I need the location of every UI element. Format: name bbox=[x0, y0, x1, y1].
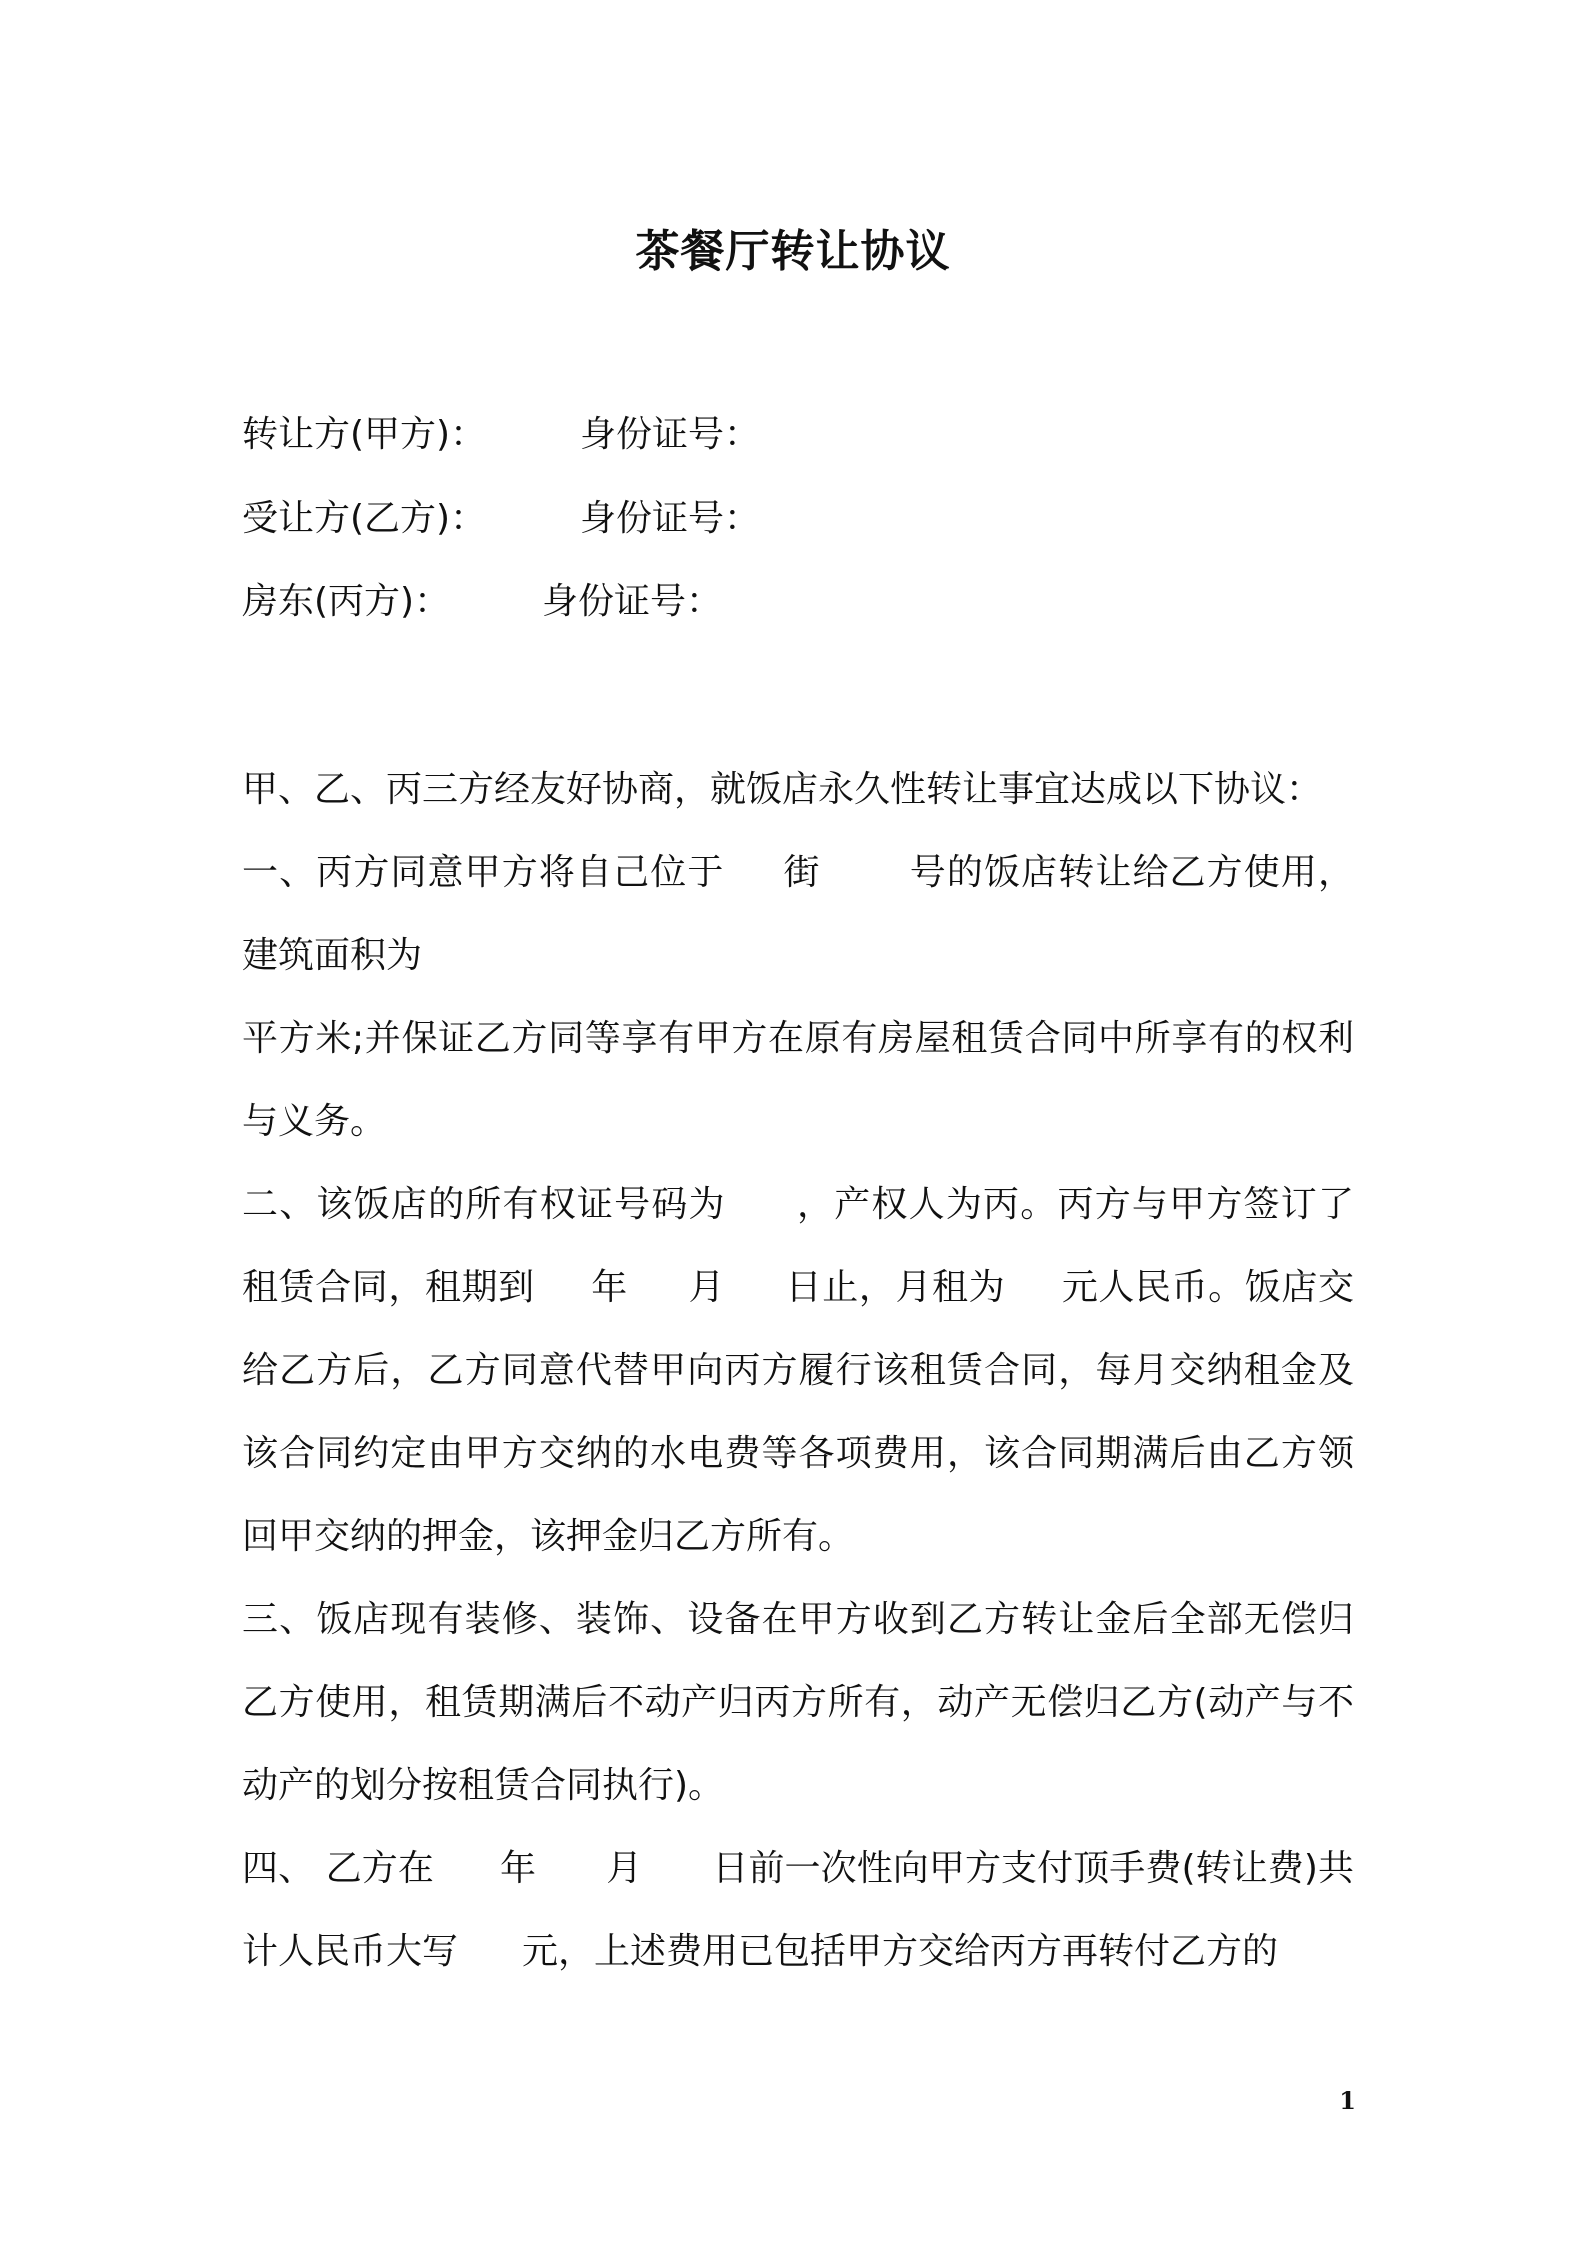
clause-1-text-d: 平方米;并保证乙方同等享有甲方在原有房屋租赁合同中所享有的权利与义务。 bbox=[242, 1018, 1354, 1142]
clause-2-text-d: 月 bbox=[687, 1267, 726, 1308]
party-landlord bbox=[242, 577, 723, 627]
party-role-label: 受让方(乙方)： bbox=[242, 498, 487, 539]
page-number: 1 bbox=[1339, 2086, 1356, 2115]
clause-1-text-a: 一、丙方同意甲方将自己位于 bbox=[242, 852, 725, 893]
clause-2-text-e: 日止，月租为 bbox=[785, 1267, 1006, 1308]
document-title: 茶餐厅转让协议 bbox=[635, 226, 951, 277]
clause-4 bbox=[242, 1827, 1354, 1993]
clause-2-text-f: 元人民币。饭店交给乙方后，乙方同意代替甲向丙方履行该租赁合同，每月交纳租金及该合同约定由甲方交纳的水电费等各项费用，该合同期满后由乙方领回甲交纳的押金，该押金归乙方所有。 bbox=[242, 1267, 1354, 1557]
party-transferee bbox=[242, 494, 761, 544]
clause-1 bbox=[242, 831, 1354, 1163]
clause-3: 三、饭店现有装修、装饰、设备在甲方收到乙方转让金后全部无偿归乙方使用，租赁期满后不动产归丙方所有，动产无偿归乙方(动产与不动产的划分按租赁合同执行)。 bbox=[242, 1599, 1354, 1806]
clause-2 bbox=[242, 1163, 1354, 1578]
preamble-paragraph: 甲、乙、丙三方经友好协商，就饭店永久性转让事宜达成以下协议： bbox=[242, 769, 1323, 810]
clause-2-text-c: 年 bbox=[590, 1267, 628, 1308]
clause-1-text-b: 街 bbox=[782, 852, 821, 893]
party-transferor bbox=[242, 410, 761, 460]
clause-4-text-d: 日前一次性向甲方支付顶手费(转让费)共计人民币大写 bbox=[242, 1848, 1354, 1972]
clause-2-text-b: ，产权人为丙。丙方与甲方签订了租赁合同，租期到 bbox=[242, 1184, 1354, 1308]
agreement-body bbox=[242, 748, 1354, 1993]
clause-4-text-a: 四、 乙方在 bbox=[242, 1848, 434, 1889]
party-role-label: 转让方(甲方)： bbox=[242, 414, 487, 455]
clause-4-text-e: 元，上述费用已包括甲方交给丙方再转付乙方的 bbox=[522, 1931, 1279, 1972]
id-number-label: 身份证号： bbox=[580, 414, 761, 455]
clause-4-text-b: 年 bbox=[499, 1848, 537, 1889]
clause-4-text-c: 月 bbox=[606, 1848, 643, 1889]
id-number-label: 身份证号： bbox=[580, 498, 761, 539]
clause-2-text-a: 二、该饭店的所有权证号码为 bbox=[242, 1184, 726, 1225]
party-role-label: 房东(丙方)： bbox=[242, 581, 451, 622]
id-number-label: 身份证号： bbox=[542, 581, 723, 622]
clause-1-text-c: 号的饭店转让给乙方使用，建筑面积为 bbox=[242, 852, 1354, 976]
